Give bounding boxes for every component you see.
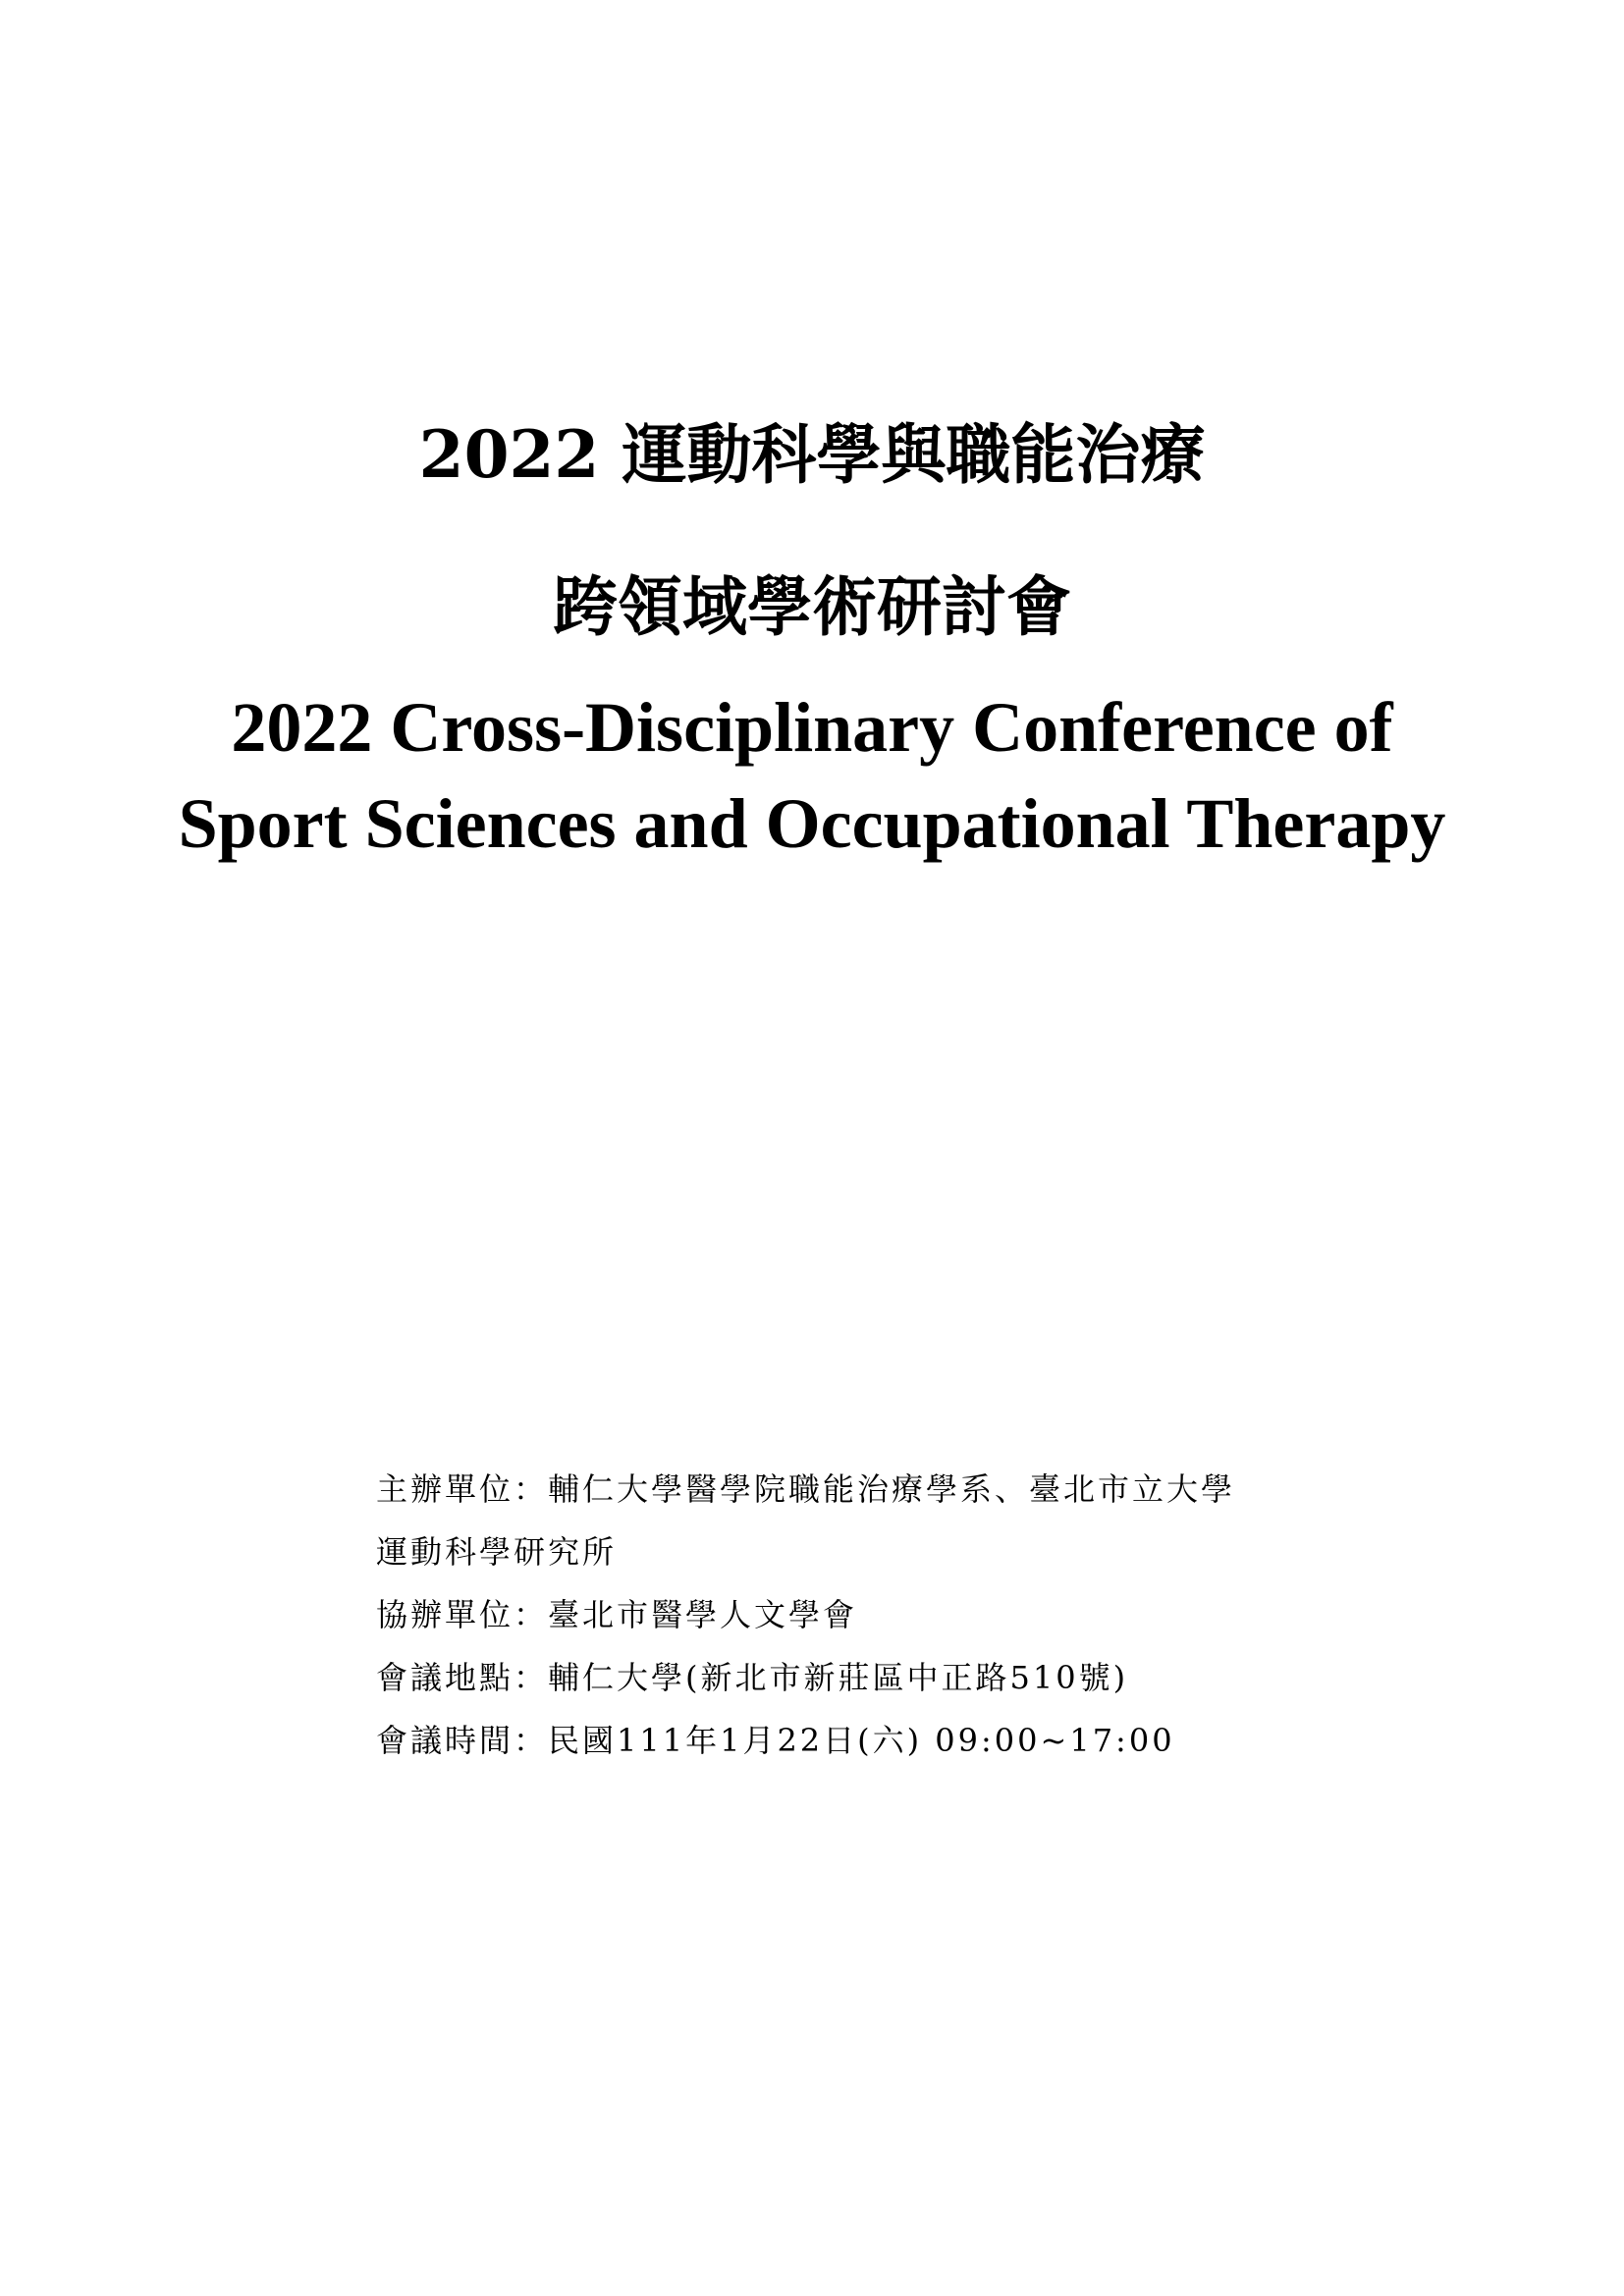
chinese-title-line-2: 跨領域學術研討會: [553, 568, 1071, 645]
time-line: 會議時間：民國111年1月22日(六) 09:00~17:00: [376, 1722, 1175, 1759]
venue-line: 會議地點：輔仁大學(新北市新莊區中正路510號): [376, 1659, 1129, 1696]
organizer-line-1: 主辦單位：輔仁大學醫學院職能治療學系、臺北市立大學: [376, 1470, 1236, 1508]
english-title-line-2: Sport Sciences and Occupational Therapy: [178, 784, 1446, 863]
english-title-line-1: 2022 Cross-Disciplinary Conference of: [231, 688, 1393, 767]
chinese-title-line-1: 2022 運動科學與職能治療: [418, 416, 1206, 493]
co-organizer-line: 協辦單位：臺北市醫學人文學會: [376, 1596, 858, 1633]
conference-info: [376, 1458, 1358, 1772]
organizer-line-2: 運動科學研究所: [376, 1533, 618, 1571]
